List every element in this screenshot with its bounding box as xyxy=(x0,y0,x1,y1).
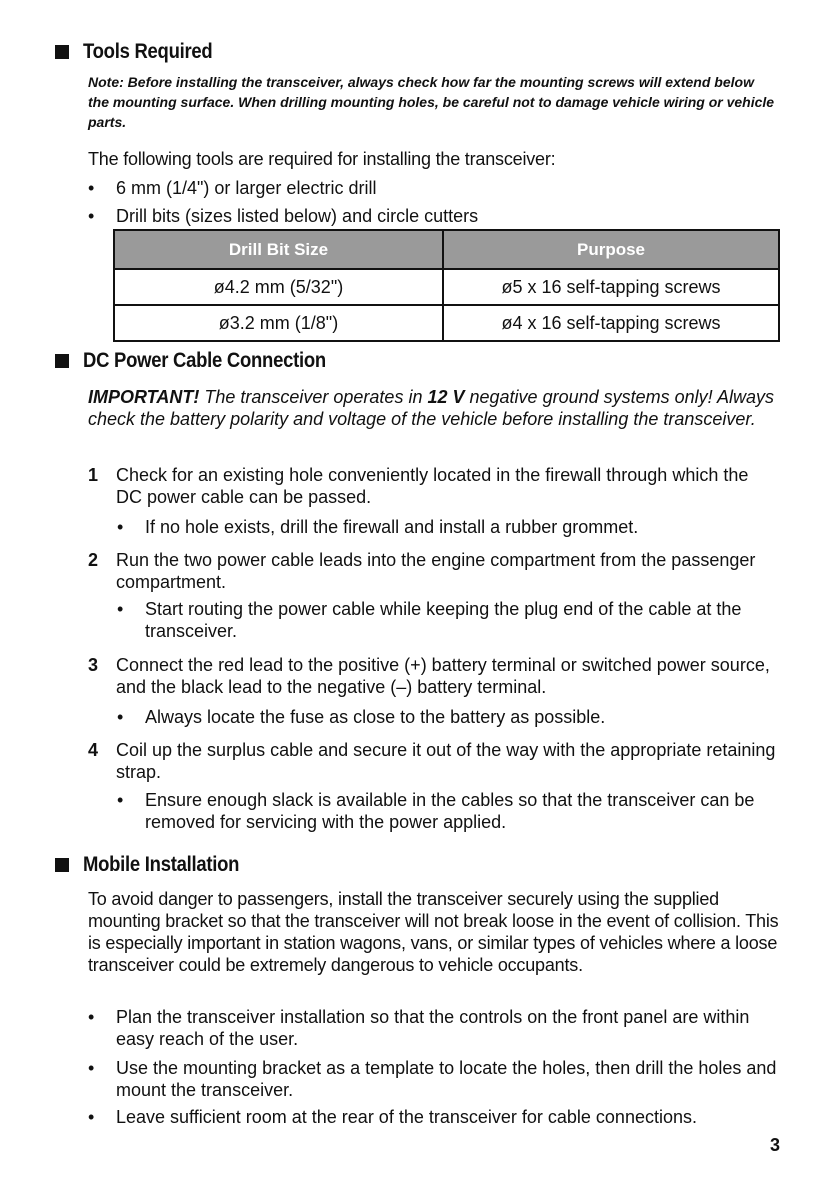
list-item-text: Start routing the power cable while keeping the plug end of the cable at the transceiver. xyxy=(145,599,742,641)
important-text: The transceiver operates in xyxy=(204,387,423,407)
list-item-text: Use the mounting bracket as a template to locate the holes, then drill the holes and mount the transceiver. xyxy=(116,1058,777,1100)
table-row xyxy=(114,305,779,341)
bullet-icon: • xyxy=(88,1107,95,1127)
list-item-text: Leave sufficient room at the rear of the transceiver for cable connections. xyxy=(116,1107,697,1127)
sub-list-item xyxy=(117,789,792,833)
bullet-icon: • xyxy=(117,707,124,727)
bullet-icon: • xyxy=(88,206,95,226)
table-cell: ø4.2 mm (5/32") xyxy=(114,269,443,305)
column-header: Drill Bit Size xyxy=(114,230,443,269)
sub-list-item xyxy=(117,598,792,642)
list-item-text: Always locate the fuse as close to the battery as possible. xyxy=(145,707,606,727)
section-heading-tools xyxy=(55,40,230,64)
mobile-intro: To avoid danger to passengers, install the transceiver securely using the supplied mounting bracket so that the transceiver will not break loose in the event of collision. This is especially important in station wagons, vans, or similar types of vehicles where a loose transceiver could be extremely dangerous to vehicle occupants. xyxy=(88,889,779,975)
note-text: Before installing the transceiver, always check how far the mounting screws will extend below the mounting surface. When drilling mounting holes, be careful not to damage vehicle wiring or vehicle parts. xyxy=(88,74,775,130)
column-header: Purpose xyxy=(443,230,779,269)
step-text: Connect the red lead to the positive (+) battery terminal or switched power source, and the black lead to the negative (–) battery terminal. xyxy=(116,655,770,697)
step-number: 3 xyxy=(88,655,99,675)
note-paragraph xyxy=(88,72,778,132)
tools-intro: The following tools are required for installing the transceiver: xyxy=(88,149,556,169)
table-row xyxy=(114,269,779,305)
step-number: 4 xyxy=(88,740,99,760)
table-header-row xyxy=(114,230,779,269)
important-text: negative ground systems only! Always check the battery polarity and voltage of the vehicle before installing the transceiver. xyxy=(88,387,774,429)
step-item xyxy=(88,549,778,593)
square-bullet-icon xyxy=(55,354,69,368)
list-item xyxy=(88,1006,788,1050)
important-paragraph xyxy=(88,386,788,430)
list-item-text: Plan the transceiver installation so that the controls on the front panel are within easy reach of the user. xyxy=(116,1007,750,1049)
section-title: Tools Required xyxy=(83,40,213,63)
list-item xyxy=(88,1106,788,1128)
list-item xyxy=(88,1057,788,1101)
bullet-icon: • xyxy=(117,599,124,619)
section-heading-mobile xyxy=(55,853,260,877)
section-title: Mobile Installation xyxy=(83,853,240,876)
important-label: IMPORTANT! xyxy=(88,387,200,407)
step-number: 1 xyxy=(88,465,99,485)
bullet-icon: • xyxy=(117,790,124,810)
step-item xyxy=(88,654,778,698)
step-text: Run the two power cable leads into the engine compartment from the passenger compartment. xyxy=(116,550,756,592)
list-item xyxy=(88,205,788,227)
voltage-text: 12 V xyxy=(427,387,465,407)
list-item-text: Drill bits (sizes listed below) and circle cutters xyxy=(116,206,479,226)
sub-list-item xyxy=(117,706,792,728)
square-bullet-icon xyxy=(55,858,69,872)
section-heading-dc-power xyxy=(55,349,359,373)
step-number: 2 xyxy=(88,550,99,570)
list-item-text: 6 mm (1/4") or larger electric drill xyxy=(116,178,377,198)
list-item xyxy=(88,177,788,199)
step-text: Check for an existing hole conveniently located in the firewall through which the DC power cable can be passed. xyxy=(116,465,749,507)
step-item xyxy=(88,464,778,508)
table-cell: ø5 x 16 self-tapping screws xyxy=(443,269,779,305)
square-bullet-icon xyxy=(55,45,69,59)
table-cell: ø3.2 mm (1/8") xyxy=(114,305,443,341)
drill-bit-table xyxy=(113,229,780,342)
page-number: 3 xyxy=(770,1135,781,1155)
list-item-text: If no hole exists, drill the firewall and install a rubber grommet. xyxy=(145,517,639,537)
note-label: Note: xyxy=(88,74,124,90)
sub-list-item xyxy=(117,516,792,538)
step-text: Coil up the surplus cable and secure it out of the way with the appropriate retaining strap. xyxy=(116,740,776,782)
bullet-icon: • xyxy=(117,517,124,537)
bullet-icon: • xyxy=(88,178,95,198)
list-item-text: Ensure enough slack is available in the cables so that the transceiver can be removed for servicing with the power applied. xyxy=(145,790,755,832)
bullet-icon: • xyxy=(88,1007,95,1027)
bullet-icon: • xyxy=(88,1058,95,1078)
section-title: DC Power Cable Connection xyxy=(83,349,326,372)
step-item xyxy=(88,739,778,783)
table-cell: ø4 x 16 self-tapping screws xyxy=(443,305,779,341)
